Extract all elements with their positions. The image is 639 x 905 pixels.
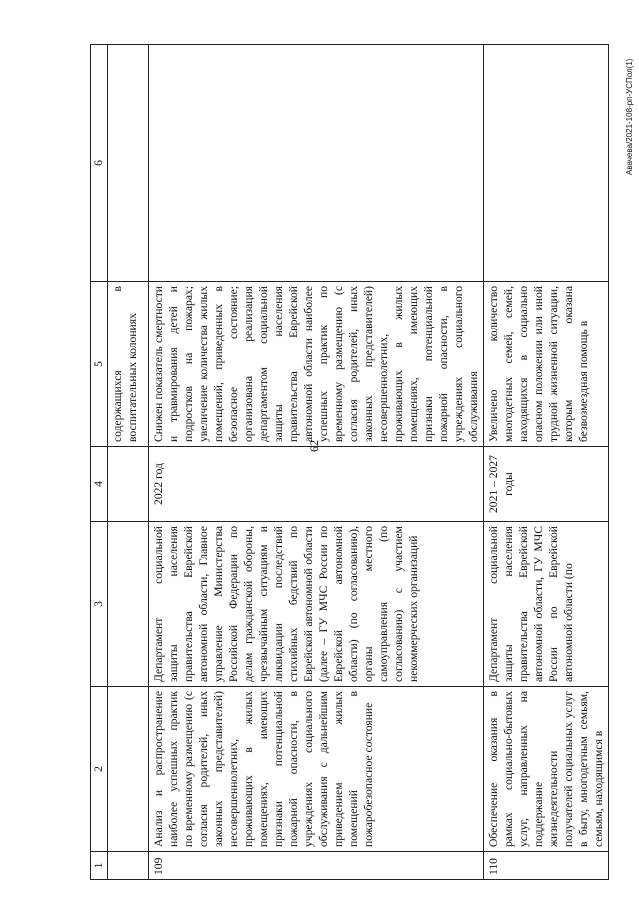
empty-cell <box>108 447 149 522</box>
page-number: 62 <box>307 440 321 452</box>
table-header-row <box>91 45 108 880</box>
column-header: 4 <box>91 447 108 522</box>
result-cell: Снижен показатель смертности и травмирования детей и подростков на пожарах; увеличение количества жилых помещений, приведенных в безопасное состояние; организована реализация департаментом социальной защиты населения правительства Еврейской автономной области наиболее успешных практик по временному размещению (с согласия родителей, иных законных представителей) несовершеннолетних, проживающих в жилых помещениях, имеющих признаки потенциальной пожарной опасности, в учреждениях социального обслуживания <box>149 282 484 447</box>
empty-cell <box>108 522 149 687</box>
note-cell <box>484 45 609 282</box>
table-row <box>484 45 609 880</box>
column-header: 2 <box>91 687 108 852</box>
term-cell: 2021 – 2027 годы <box>484 447 609 522</box>
row-number: 109 <box>149 852 484 880</box>
result-cell: Увеличено количество многодетных семей, семей, находящихся в социально опасном положении или иной трудной жизненной ситуации, которым оказана безвозмездная помощь в <box>484 282 609 447</box>
column-header: 6 <box>91 45 108 282</box>
rotated-table-container <box>90 45 605 880</box>
empty-cell <box>108 45 149 282</box>
column-header: 1 <box>91 852 108 880</box>
empty-cell <box>108 687 149 852</box>
column-header: 3 <box>91 522 108 687</box>
term-cell: 2022 год <box>149 447 484 522</box>
table-row <box>149 45 484 880</box>
executors-cell: Департамент социальной защиты населения правительства Еврейской автономной области, ГУ МЧС России по Еврейской автономной области (по <box>484 522 609 687</box>
measure-cell: Анализ и распространение наиболее успешных практик по временному размещению (с согласия родителей, иных законных представителей) несовершеннолетних, проживающих в жилых помещениях, имеющих признаки потенциальной пожарной опасности, в учреждениях социального обслуживания с дальнейшим приведением жилых помещений в пожаробезопасное состояние <box>149 687 484 852</box>
measures-table <box>90 44 609 880</box>
measure-cell: Обеспечение оказания в рамках социально-бытовых услуг, направленных на поддержание жизнедеятельности получателей социальных услуг в быту, многодетным семьям, семьям, находящимся в <box>484 687 609 852</box>
empty-cell <box>108 852 149 880</box>
row-number: 110 <box>484 852 609 880</box>
note-cell <box>149 45 484 282</box>
continuation-result: содержащихся в воспитательных колониях <box>108 282 149 447</box>
column-header: 5 <box>91 282 108 447</box>
document-code: Авачева/2021-108-рп-УСПол(1) <box>625 58 634 175</box>
continuation-row <box>108 45 149 880</box>
executors-cell: Департамент социальной защиты населения правительства Еврейской автономной области, Главное управление Министерства Российской Федерации по делам гражданской обороны, чрезвычайным ситуациям и ликвидации последствий стихийных бедствий по Еврейской автономной области (далее – ГУ МЧС России по Еврейской автономной области) (по согласованию), органы местного самоуправления (по согласованию) с участием некоммерческих организаций <box>149 522 484 687</box>
